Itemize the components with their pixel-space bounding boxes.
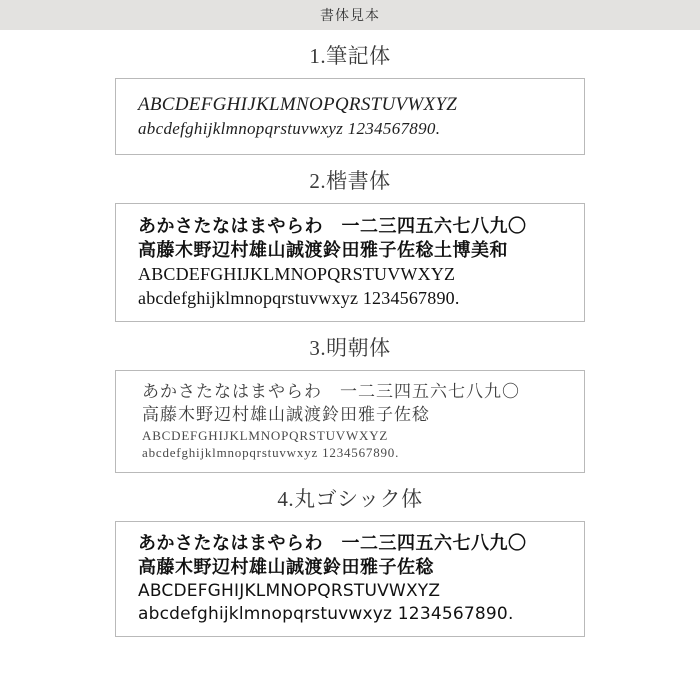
sample-box-kaisho <box>115 203 585 322</box>
sample-box-mincho <box>115 370 585 473</box>
font-section-script <box>0 40 700 155</box>
sample-line: ABCDEFGHIJKLMNOPQRSTUVWXYZ <box>138 581 441 602</box>
sample-line: ABCDEFGHIJKLMNOPQRSTUVWXYZ <box>142 427 389 443</box>
font-section-maru-gothic <box>0 483 700 637</box>
section-title-script: 1.筆記体 <box>309 44 391 68</box>
font-section-mincho <box>0 332 700 473</box>
sample-line: 高藤木野辺村雄山誠渡鈴田雅子佐稔土博美和 <box>138 239 508 260</box>
sample-line: abcdefghijklmnopqrstuvwxyz 1234567890. <box>142 445 400 461</box>
sample-line: 高藤木野辺村雄山誠渡鈴田雅子佐稔 <box>142 404 430 424</box>
page-title: 書体見本 <box>320 9 380 24</box>
sample-line: abcdefghijklmnopqrstuvwxyz 1234567890. <box>138 288 460 309</box>
section-title-kaisho: 2.楷書体 <box>309 168 391 193</box>
sample-line: あかさたなはまやらわ 一二三四五六七八九〇 <box>142 381 520 401</box>
sample-line: abcdefghijklmnopqrstuvwxyz 1234567890. <box>138 604 514 625</box>
sample-line: ABCDEFGHIJKLMNOPQRSTUVWXYZ <box>138 264 456 285</box>
section-title-mincho: 3.明朝体 <box>309 335 391 360</box>
header-bar <box>0 0 700 30</box>
sample-box-maru-gothic <box>115 521 585 637</box>
sample-box-script <box>115 78 585 155</box>
sample-line: abcdefghijklmnopqrstuvwxyz 1234567890. <box>138 118 441 138</box>
font-section-kaisho <box>0 165 700 322</box>
section-title-maru-gothic: 4.丸ゴシック体 <box>277 486 423 511</box>
sample-line: あかさたなはまやらわ 一二三四五六七八九〇 <box>138 215 527 236</box>
sample-line: ABCDEFGHIJKLMNOPQRSTUVWXYZ <box>138 94 458 115</box>
sample-line: あかさたなはまやらわ 一二三四五六七八九〇 <box>138 532 527 554</box>
sample-line: 高藤木野辺村雄山誠渡鈴田雅子佐稔 <box>138 557 434 579</box>
